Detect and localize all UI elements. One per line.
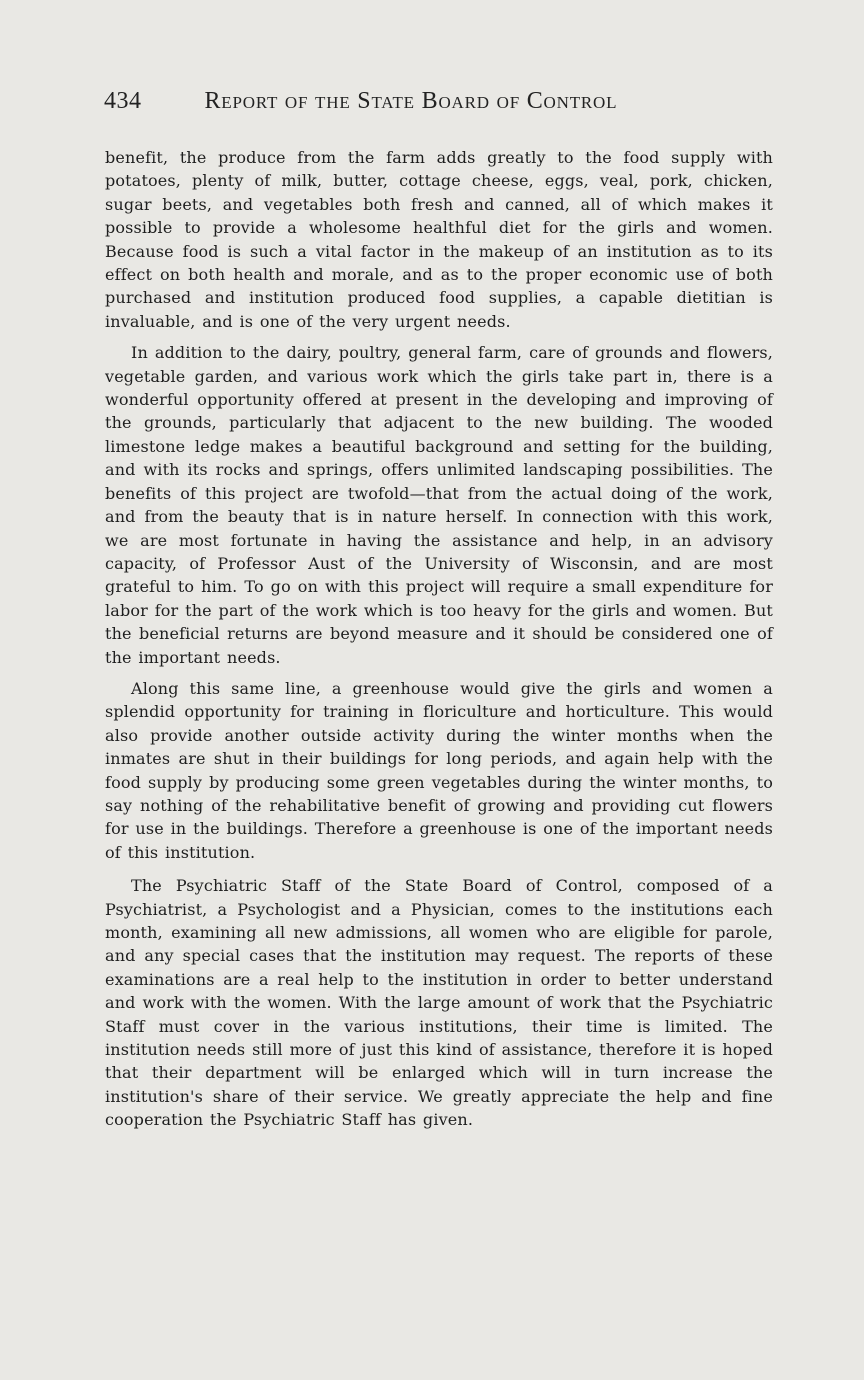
paragraph-grounds-project: In addition to the dairy, poultry, general farm, care of grounds and flowers, vegetable garden, and various work which the girls take part in, there is a wonderful opportunity offered at present in the developing and improving of the grounds, particularly that adjacent to the new building. The wooded limestone ledge makes a beautiful background and setting for the building, and with its rocks and springs, offers unlimited landscaping possibilities. The benefits of this project are twofold—that from the actual doing of the work, and from the beauty that is in nature herself. In connection with this work, we are most fortunate in having the assistance and help, in an advisory capacity, of Professor Aust of the University of Wisconsin, and are most grateful to him. To go on with this project will require a small expenditure for labor for the part of the work which is too heavy for the girls and women. But the beneficial returns are beyond measure and it should be considered one of the important needs.: [105, 343, 773, 667]
paragraph-psychiatric-staff: The Psychiatric Staff of the State Board of Control, composed of a Psychiatrist, a Psychologist and a Physician, comes to the institutions each month, examining all new admissions, all women who are eligible for parole, and any special cases that the institution may request. The reports of these examinations are a real help to the institution in order to better understand and work with the women. With the large amount of work that the Psychiatric Staff must cover in the various institutions, their time is limited. The institution needs still more of just this kind of assistance, therefore it is hoped that their department will be enlarged which will in turn increase the institution's share of their service. We greatly appreciate the help and fine cooperation the Psychiatric Staff has given.: [105, 876, 773, 1130]
paragraph-greenhouse: Along this same line, a greenhouse would give the girls and women a splendid opportunity for training in floriculture and horticulture. This would also provide another outside activity during the winter months when the inmates are shut in their buildings for long periods, and again help with the food supply by producing some green vegetables during the winter months, to say nothing of the rehabilitative benefit of growing and providing cut flowers for use in the buildings. Therefore a greenhouse is one of the important needs of this institution.: [105, 678, 773, 862]
running-title: Report of the State Board of Control: [204, 88, 618, 114]
page-header: [104, 88, 784, 128]
body-text: [105, 146, 773, 1140]
page-number: 434: [104, 88, 142, 114]
paragraph-food-supply: benefit, the produce from the farm adds greatly to the food supply with potatoes, plenty of milk, butter, cottage cheese, eggs, veal, pork, chicken, sugar beets, and vegetables both fresh and canned, all of which makes it possible to provide a wholesome healthful diet for the girls and women. Because food is such a vital factor in the makeup of an institution as to its effect on both health and morale, and as to the proper economic use of both purchased and institution produced food supplies, a capable dietitian is invaluable, and is one of the very urgent needs.: [105, 148, 773, 331]
